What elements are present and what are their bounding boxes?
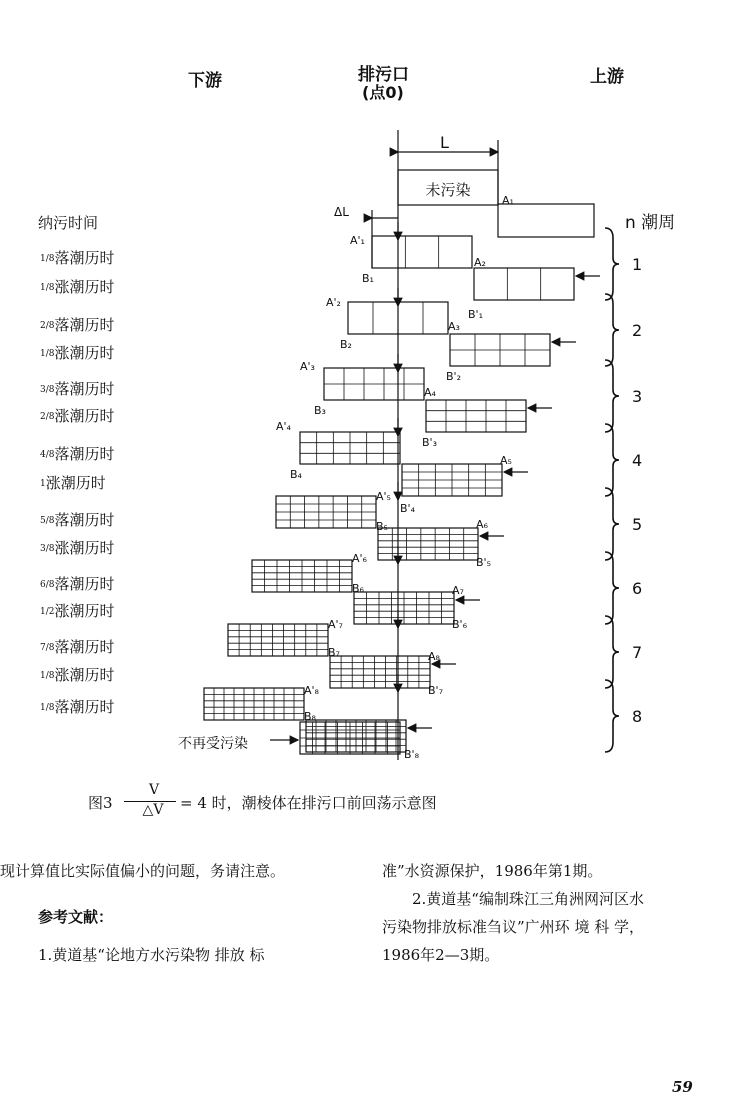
row-label-fraction: 1/8: [40, 703, 55, 713]
caption-text: = 4 时，潮棱体在排污口前回荡示意图: [180, 794, 437, 812]
row-label-fraction: 1/8: [40, 283, 55, 293]
point-zero-label: (点0): [362, 83, 404, 102]
row-label-text: 涨潮历时: [54, 407, 115, 425]
col1-line1: 现计算值比实际值偏小的问题，务请注意。: [0, 862, 286, 880]
cycle-number-7: 7: [632, 643, 643, 662]
point-label: A₅: [500, 454, 512, 467]
cycle-brace-8: [605, 680, 619, 752]
ref1-line1: 1.黄道基“论地方水污染物 排放 标: [38, 946, 265, 964]
point-label: A'₁: [350, 234, 365, 247]
ref2-line1: 2.黄道基“编制珠江三角洲网河区水: [412, 890, 644, 908]
point-label: A₃: [448, 320, 460, 333]
upstream-label: 上游: [590, 67, 624, 87]
point-label: B₃: [314, 404, 326, 417]
point-label: B'₈: [404, 748, 419, 761]
caption-denominator: △V: [142, 802, 164, 818]
point-label: A₄: [424, 386, 436, 399]
row-label-text: 落潮历时: [54, 445, 115, 463]
point-label: A'₆: [352, 552, 367, 565]
point-label: B₇: [328, 646, 340, 659]
cycle-number-6: 6: [632, 579, 643, 598]
cycle-number-4: 4: [632, 451, 643, 470]
flood-prism-3: [426, 400, 526, 432]
row-label-fraction: 7/8: [40, 643, 55, 653]
cycle-brace-6: [605, 552, 619, 624]
point-label: B₄: [290, 468, 302, 481]
cycle-brace-3: [605, 360, 619, 432]
cycle-heading: n 潮周: [625, 213, 676, 233]
point-label: B₂: [340, 338, 352, 351]
row-label-text: 落潮历时: [54, 380, 115, 398]
unpolluted-label: 未污染: [425, 181, 471, 199]
point-label: B'₃: [422, 436, 437, 449]
point-label: B'₅: [476, 556, 491, 569]
point-label: A'₃: [300, 360, 315, 373]
row-label-text: 涨潮历时: [54, 666, 115, 684]
row-label-text: 涨潮历时: [54, 539, 115, 557]
row-label-text: 涨潮历时: [54, 344, 115, 362]
ebb-prism-1: [372, 236, 472, 268]
row-label-fraction: 1/8: [40, 349, 55, 359]
point-label: B₈: [304, 710, 316, 723]
row-label-text: 涨潮历时: [54, 602, 115, 620]
row-label-fraction: 3/8: [40, 385, 55, 395]
row-label-fraction: 4/8: [40, 450, 55, 460]
point-label: A₇: [452, 584, 464, 597]
dimension-L-label: L: [440, 133, 449, 152]
point-label: B₅: [376, 520, 388, 533]
no-longer-polluted-label: 不再受污染: [178, 736, 248, 752]
col2-line1: 准”水资源保护，1986年第1期。: [382, 862, 603, 880]
row-label-fraction: 6/8: [40, 580, 55, 590]
cycle-number-5: 5: [632, 515, 643, 534]
point-label: A'₂: [326, 296, 341, 309]
point-label: A₁: [502, 194, 514, 207]
row-label-fraction: 1: [40, 479, 46, 489]
row-label-fraction: 2/8: [40, 321, 55, 331]
cycle-brace-1: [605, 228, 619, 300]
outfall-label: 排污口: [358, 65, 409, 85]
point-label: B'₆: [452, 618, 467, 631]
row-label-text: 落潮历时: [54, 638, 115, 656]
row-label-text: 落潮历时: [54, 511, 115, 529]
row-label-fraction: 3/8: [40, 544, 55, 554]
caption-prefix: 图3: [88, 794, 113, 812]
row-label-text: 落潮历时: [54, 575, 115, 593]
point-label: A'₅: [376, 490, 391, 503]
cycle-brace-5: [605, 488, 619, 560]
row-label-text: 落潮历时: [54, 698, 115, 716]
page-number: 59: [672, 1078, 693, 1096]
cycle-number-3: 3: [632, 387, 643, 406]
cycle-brace-7: [605, 616, 619, 688]
point-label: A'₈: [304, 684, 319, 697]
point-label: A₂: [474, 256, 486, 269]
point-label: B₁: [362, 272, 374, 285]
point-label: A'₇: [328, 618, 343, 631]
cycle-number-8: 8: [632, 707, 643, 726]
row-label-fraction: 5/8: [40, 516, 55, 526]
dimension-dl-label: ΔL: [334, 205, 349, 219]
row-label-fraction: 1/8: [40, 254, 55, 264]
row-label-fraction: 1/2: [40, 607, 55, 617]
row-label-text: 涨潮历时: [45, 474, 106, 492]
tidal-prism-box-0: [498, 204, 594, 237]
cycle-brace-4: [605, 424, 619, 496]
point-label: A₈: [428, 650, 440, 663]
flood-prism-5: [378, 528, 478, 560]
point-label: B'₄: [400, 502, 415, 515]
row-label-fraction: 2/8: [40, 412, 55, 422]
row-label-text: 落潮历时: [54, 249, 115, 267]
point-label: A'₄: [276, 420, 291, 433]
point-label: B'₇: [428, 684, 443, 697]
point-label: A₆: [476, 518, 488, 531]
cycle-brace-2: [605, 294, 619, 366]
point-label: B'₂: [446, 370, 461, 383]
cycle-number-1: 1: [632, 255, 643, 274]
ref2-line3: 1986年2—3期。: [382, 946, 500, 964]
row-label-fraction: 1/8: [40, 671, 55, 681]
row-label-text: 涨潮历时: [54, 278, 115, 296]
point-label: B'₁: [468, 308, 483, 321]
point-label: B₆: [352, 582, 364, 595]
ebb-prism-7: [228, 624, 328, 656]
caption-numerator: V: [148, 782, 160, 798]
downstream-label: 下游: [188, 71, 222, 91]
refs-heading: 参考文献：: [38, 908, 114, 926]
row-label-text: 落潮历时: [54, 316, 115, 334]
ref2-line2: 污染物排放标准刍议”广州环 境 科 学，: [382, 918, 644, 936]
flood-prism-1: [474, 268, 574, 300]
cycle-number-2: 2: [632, 321, 643, 340]
left-heading: 纳污时间: [38, 214, 99, 232]
flood-prism-7: [330, 656, 430, 688]
